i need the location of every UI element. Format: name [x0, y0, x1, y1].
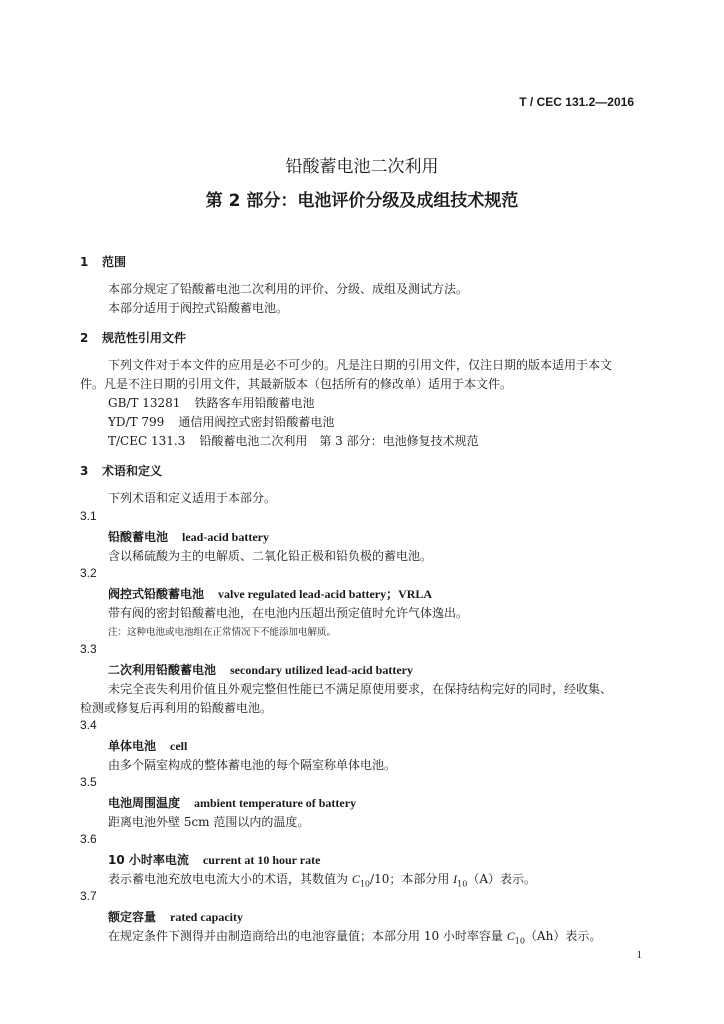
ref-title: 铅酸蓄电池二次利用 第 3 部分：电池修复技术规范 [199, 434, 479, 448]
section-title: 规范性引用文件 [102, 331, 187, 345]
title-line-2: 第 2 部分：电池评价分级及成组技术规范 [205, 191, 519, 211]
section-number: 3 [80, 464, 89, 478]
term-zh: 电池周围温度 [108, 796, 181, 810]
term-heading [108, 851, 320, 868]
paragraph: 件。凡是不注日期的引用文件，其最新版本（包括所有的修改单）适用于本文件。 [80, 377, 513, 391]
section-3-heading [80, 462, 162, 479]
section-number: 1 [80, 255, 89, 269]
paragraph: 下列术语和定义适用于本部分。 [108, 491, 277, 505]
term-number: 3.3 [80, 642, 97, 656]
paragraph: 本部分规定了铅酸蓄电池二次利用的评价、分级、成组及测试方法。 [108, 282, 469, 296]
term-heading [108, 794, 356, 811]
section-number: 2 [80, 331, 89, 345]
term-number: 3.5 [80, 775, 97, 789]
term-en: ambient temperature of battery [194, 796, 357, 810]
symbol-subscript: 10 [457, 879, 468, 889]
term-zh: 阀控式铅酸蓄电池 [108, 587, 205, 601]
ref-title: 铁路客车用铅酸蓄电池 [194, 396, 315, 410]
section-title: 范围 [102, 255, 127, 269]
term-number: 3.7 [80, 889, 97, 903]
term-zh: 铅酸蓄电池 [108, 530, 169, 544]
def-text: （A）表示。 [467, 872, 537, 886]
term-zh: 10 小时率电流 [108, 853, 189, 867]
reference-item [108, 413, 334, 430]
term-heading [108, 528, 269, 545]
document-id: T / CEC 131.2—2016 [519, 95, 634, 109]
term-definition: 未完全丧失利用价值且外观完整但性能已不满足原使用要求，在保持结构完好的同时，经收集、 [108, 682, 613, 696]
reference-item [108, 432, 479, 449]
term-definition-cont: 检测或修复后再利用的铅酸蓄电池。 [80, 701, 273, 715]
symbol-subscript: 10 [514, 936, 525, 946]
term-heading [108, 908, 243, 925]
symbol-c: C [506, 929, 515, 943]
def-text: 表示蓄电池充放电电流大小的术语，其数值为 [108, 872, 352, 886]
symbol-c: C [351, 872, 360, 886]
term-number: 3.2 [80, 566, 97, 580]
term-zh: 单体电池 [108, 739, 157, 753]
term-note: 注：这种电池或电池组在正常情况下不能添加电解质。 [108, 627, 337, 638]
def-text: /10；本部分用 [370, 872, 454, 886]
section-2-heading [80, 329, 186, 346]
reference-item [108, 394, 314, 411]
term-definition: 含以稀硫酸为主的电解质、二氧化铅正极和铅负极的蓄电池。 [108, 549, 433, 563]
term-en: secondary utilized lead-acid battery [230, 663, 413, 677]
term-definition [108, 927, 601, 945]
paragraph: 本部分适用于阀控式铅酸蓄电池。 [108, 301, 289, 315]
term-heading [108, 661, 413, 678]
term-en: cell [170, 739, 188, 753]
ref-code: YD/T 799 [108, 415, 165, 429]
term-en: valve regulated lead-acid battery；VRLA [218, 587, 433, 601]
term-heading [108, 737, 187, 754]
term-en: current at 10 hour rate [202, 853, 321, 867]
term-en: lead-acid battery [182, 530, 269, 544]
page-number: 1 [636, 949, 642, 961]
term-definition: 由多个隔室构成的整体蓄电池的每个隔室称单体电池。 [108, 758, 397, 772]
def-text: 在规定条件下测得并由制造商给出的电池容量值；本部分用 10 小时率容量 [108, 929, 507, 943]
term-definition: 带有阀的密封铅酸蓄电池，在电池内压超出预定值时允许气体逸出。 [108, 606, 469, 620]
paragraph: 下列文件对于本文件的应用是必不可少的。凡是注日期的引用文件，仅注日期的版本适用于本文 [108, 358, 613, 372]
section-title: 术语和定义 [102, 464, 163, 478]
ref-title: 通信用阀控式密封铅酸蓄电池 [178, 415, 335, 429]
symbol-subscript: 10 [359, 879, 371, 889]
term-definition: 距离电池外壁 5cm 范围以内的温度。 [108, 815, 310, 829]
section-1-heading [80, 253, 126, 270]
symbol-i: I [453, 872, 458, 886]
term-zh: 二次利用铅酸蓄电池 [108, 663, 217, 677]
term-number: 3.4 [80, 718, 97, 732]
term-number: 3.1 [80, 509, 97, 523]
ref-code: GB/T 13281 [108, 396, 181, 410]
term-en: rated capacity [170, 910, 243, 924]
ref-code: T/CEC 131.3 [108, 434, 186, 448]
title-line-1: 铅酸蓄电池二次利用 [285, 157, 439, 177]
term-number: 3.6 [80, 832, 97, 846]
term-zh: 额定容量 [108, 910, 157, 924]
def-text: （Ah）表示。 [524, 929, 602, 943]
term-definition [108, 870, 536, 888]
term-heading [108, 585, 432, 602]
